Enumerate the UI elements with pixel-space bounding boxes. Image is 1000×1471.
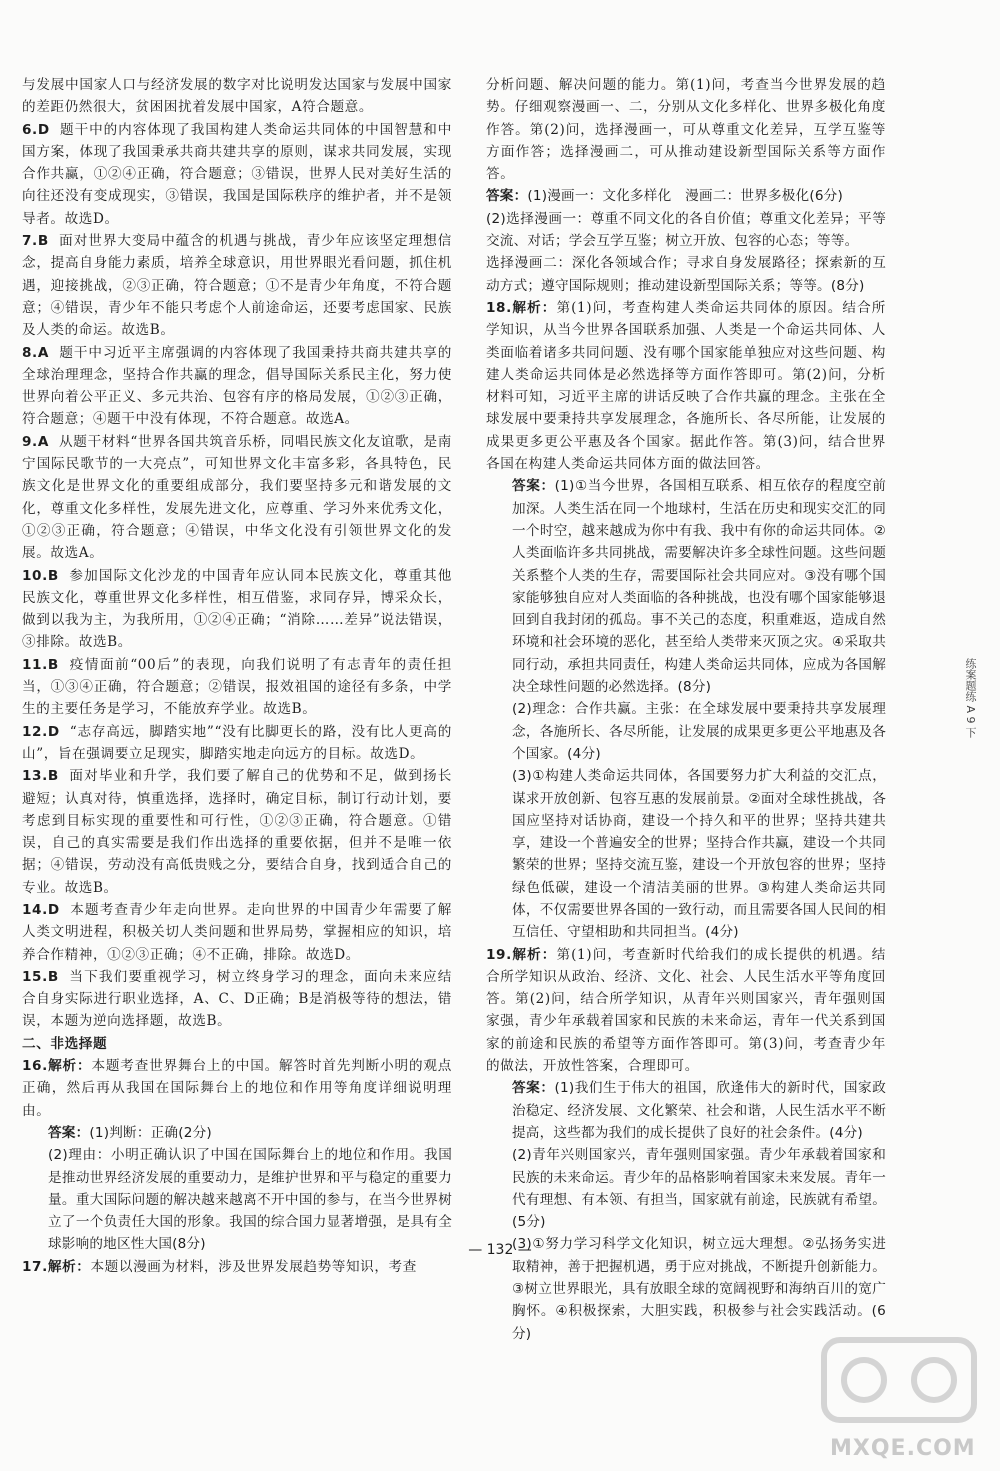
analysis-text: 第(1)问，考查构建人类命运共同体的原因。结合所学知识，从当今世界各国联系加强、人类是一个命运共同体、人类面临着诸多共同问题、没有哪个国家能单独应对这些问题、构建人类命运共同体是必然选择等方面作答即可。第(2)问，分析材料可知，习近平主席的讲话反映了合作共赢的理念。主张在全球发展中要秉持共享发展理念，各施所长、各尽所能，让发展的成果更多更公平惠及各个国家。据此作答。第(3)问，结合世界各国在构建人类命运共同体方面的做法回答。 bbox=[486, 299, 886, 473]
explanation-text: 题干中习近平主席强调的内容体现了我国秉持共商共建共享的全球治理理念，坚持合作共赢的理念，倡导国际关系民主化，努力使世界向着公平正义、多元共治、包容有序的格局发展，①②③正确，符合题意；④题干中没有体现，不符合题意。故选A。 bbox=[22, 344, 452, 428]
explanation-text: “志存高远，脚踏实地”“没有比脚更长的路，没有比人更高的山”，旨在强调要立足现实，脚踏实地走向远方的目标。故选D。 bbox=[22, 723, 452, 762]
question-number: 17. bbox=[22, 1258, 48, 1275]
intro-paragraph: 与发展中国家人口与经济发展的数字对比说明发达国家与发展中国家的差距仍然很大，贫困困扰着发展中国家，A符合题意。 bbox=[22, 77, 452, 116]
answer-part-1: (1)判断：正确(2分) bbox=[89, 1124, 212, 1141]
analysis-label: 解析： bbox=[47, 1258, 91, 1275]
question-number: 14. bbox=[22, 901, 48, 918]
question-number: 18. bbox=[486, 299, 512, 316]
answer-part-3: (3)①努力学习科学文化知识，树立远大理想。②弘扬务实进取精神，善于把握机遇，勇于应对挑战，不断提升创新能力。③树立世界眼光，具有放眼全球的宽阔视野和海纳百川的宽广胸怀。④积极探索，大胆实践，积极参与社会实践活动。(6分) bbox=[512, 1236, 886, 1342]
answer-part-3: (3)①构建人类命运共同体，各国要努力扩大利益的交汇点，谋求开放创新、包容互惠的发展前景。②面对全球性挑战，各国应坚持对话协商，建设一个持久和平的世界；坚持共建共享，建设一个普遍安全的世界；坚持合作共赢，建设一个共同繁荣的世界；坚持交流互鉴，建设一个开放包容的世界；坚持绿色低碳，建设一个清洁美丽的世界。③构建人类命运共同体，不仅需要世界各国的一致行动，而且需要各国人民间的相互信任、守望相助和共同担当。(4分) bbox=[512, 768, 886, 941]
question-number: 9. bbox=[22, 433, 38, 450]
analysis-text: 本题考查世界舞台上的中国。解答时首先判断小明的观点正确，然后再从我国在国际舞台上的地位和作用等角度详细说明理由。 bbox=[22, 1058, 452, 1119]
answer-part-2: (2)青年兴则国家兴，青年强则国家强。青少年承载着国家和民族的未来命运。青少年的品格影响着国家未来发展。青年一代有理想、有本领、有担当，国家就有前途，民族就有希望。(5分) bbox=[512, 1147, 886, 1231]
question-number: 8. bbox=[22, 344, 38, 361]
answer-part-2: (2)选择漫画一：尊重不同文化的各自价值；尊重文化差异；平等交流、对话；学会互学互鉴；树立开放、包容的心态；等等。 bbox=[486, 210, 886, 250]
choice-answer-item bbox=[22, 966, 452, 1033]
answer-label: 答案： bbox=[512, 1080, 555, 1097]
answer-letter: D bbox=[37, 121, 50, 138]
choice-answer-item bbox=[22, 230, 452, 341]
question-number: 15. bbox=[22, 968, 48, 985]
answer-letter: D bbox=[47, 901, 60, 918]
answer-letter: A bbox=[37, 344, 49, 361]
choice-answer-item bbox=[22, 765, 452, 899]
choice-answer-list bbox=[22, 119, 452, 1033]
question-number: 16. bbox=[22, 1058, 48, 1075]
answer-label: 答案： bbox=[486, 188, 528, 205]
explanation-text: 本题考查青少年走向世界。走向世界的中国青少年需要了解人类文明进程，积极关切人类问题和世界局势，掌握相应的知识，培养合作精神，①②③正确；④不正确，排除。故选D。 bbox=[22, 901, 452, 963]
answer-part-2: (2)理念：合作共赢。主张：在全球发展中要秉持共享发展理念，各施所长、各尽所能，让发展的成果更多更公平地惠及各个国家。(4分) bbox=[512, 701, 886, 762]
page-number: — 132 — bbox=[468, 1242, 532, 1258]
analysis-label: 解析： bbox=[511, 946, 557, 963]
analysis-label: 解析： bbox=[47, 1058, 92, 1075]
explanation-text: 当下我们要重视学习，树立终身学习的理念，面向未来应结合自身实际进行职业选择，A、C、D正确；B是消极等待的想法，错误，本题为逆向选择题，故选B。 bbox=[22, 968, 452, 1030]
answer-part-1: (1)漫画一：文化多样化 漫画二：世界多极化(6分) bbox=[527, 188, 843, 205]
answer-part-1: (1)①当今世界，各国相互联系、相互依存的程度空前加深。人类生活在同一个地球村，生活在历史和现实交汇的同一个时空，越来越成为你中有我、我中有你的命运共同体。②人类面临许多共同挑战，需要解决许多全球性问题。这些问题关系整个人类的生存，需要国际社会共同应对。③没有哪个国家能够独自应对人类面临的各种挑战，也没有哪个国家能够退回到自我封闭的孤岛。事不关己的态度，积重难返，造成自然环境和社会环境的恶化，甚至给人类带来灭顶之灾。④采取共同行动，承担共同责任，构建人类命运共同体，应成为各国解决全球性问题的必然选择。(8分) bbox=[512, 478, 886, 696]
left-column bbox=[22, 74, 452, 1278]
answer-label: 答案： bbox=[512, 478, 555, 495]
answer-part-3: 选择漫画二：深化各领域合作；寻求自身发展路径；探索新的互动方式；遵守国际规则；推动建设新型国际关系；等等。(8分) bbox=[486, 255, 886, 294]
answer-part-1: (1)我们生于伟大的祖国，欣逢伟大的新时代，国家政治稳定、经济发展、文化繁荣、社会和谐，人民生活水平不断提高，这些都为我们的成长提供了良好的社会条件。(4分) bbox=[512, 1080, 886, 1141]
choice-answer-item bbox=[22, 342, 452, 431]
side-label: 练案题练 A 9 下 bbox=[964, 658, 977, 739]
section-title: 二、非选择题 bbox=[22, 1035, 108, 1052]
choice-answer-item bbox=[22, 899, 452, 966]
question-number: 6. bbox=[22, 121, 38, 138]
answer-letter: B bbox=[47, 567, 59, 584]
question-number: 7. bbox=[22, 233, 38, 250]
answer-letter: B bbox=[47, 768, 59, 785]
right-column bbox=[486, 74, 886, 1345]
explanation-text: 疫情面前“00后”的表现，向我们说明了有志青年的责任担当，①③④正确，符合题意；②错误，报效祖国的途径有多条，中学生的主要任务是学习，不能放弃学业。故选B。 bbox=[22, 656, 452, 718]
answer-letter: B bbox=[37, 233, 49, 250]
answer-letter: B bbox=[47, 656, 59, 673]
question-number: 19. bbox=[486, 946, 512, 963]
explanation-text: 参加国际文化沙龙的中国青年应认同本民族文化，尊重其他民族文化，尊重世界文化多样性，相互借鉴，求同存异，博采众长，做到以我为主，为我所用，①②④正确；“消除……差异”说法错误，③排除。故选B。 bbox=[22, 567, 452, 651]
question-number: 13. bbox=[22, 768, 48, 785]
choice-answer-item bbox=[22, 119, 452, 230]
answer-part-2: (2)理由：小明正确认识了中国在国际舞台上的地位和作用。我国是推动世界经济发展的重要动力，是维护世界和平与稳定的重要力量。重大国际问题的解决越来越离不开中国的参与，在当今世界树立了一个负责任大国的形象。我国的综合国力显著增强，是具有全球影响的地区性大国(8分) bbox=[48, 1147, 452, 1253]
watermark-text: MXQE.COM bbox=[830, 1436, 976, 1461]
answer-letter: A bbox=[37, 433, 49, 450]
analysis-label: 解析： bbox=[511, 299, 557, 316]
analysis-text: 第(1)问，考查新时代给我们的成长提供的机遇。结合所学知识从政治、经济、文化、社会、人民生活水平等角度回答。第(2)问，结合所学知识，从青年兴则国家兴，青年强则国家强，青少年承载着国家和民族的未来命运，青年一代关系到国家的前途和民族的希望等方面作答即可。第(3)问，考查青少年的做法，开放性答案，合理即可。 bbox=[486, 946, 886, 1075]
explanation-text: 面对世界大变局中蕴含的机遇与挑战，青少年应该坚定理想信念，提高自身能力素质，培养全球意识，用世界眼光看问题，抓住机遇，迎接挑战，②③正确，符合题意；①不是青少年角度，不符合题意；④错误，青少年不能只考虑个人前途命运，还要考虑国家、民族及人类的命运。故选B。 bbox=[22, 233, 452, 339]
choice-answer-item bbox=[22, 654, 452, 721]
answer-label: 答案： bbox=[48, 1124, 90, 1141]
explanation-text: 题干中的内容体现了我国构建人类命运共同体的中国智慧和中国方案，体现了我国秉承共商共建共享的原则，谋求共同发展，实现合作共赢，①②④正确，符合题意；③错误，世界人民对美好生活的向往还没有变成现实，③错误，我国是国际秩序的维护者，并不是领导者。故选D。 bbox=[22, 121, 452, 227]
choice-answer-item bbox=[22, 565, 452, 654]
analysis-text: 本题以漫画为材料，涉及世界发展趋势等知识，考查 bbox=[90, 1258, 417, 1275]
question-number: 11. bbox=[22, 656, 48, 673]
question-16 bbox=[22, 1055, 452, 1256]
question-18 bbox=[486, 297, 886, 944]
question-17-start bbox=[22, 1256, 452, 1278]
question-number: 12. bbox=[22, 723, 48, 740]
explanation-text: 面对毕业和升学，我们要了解自己的优势和不足，做到扬长避短；认真对待，慎重选择，选择时，确定目标，制订行动计划，要考虑到目标实现的重要性和可行性，①②③正确，符合题意。①错误，自己的真实需要是我们作出选择的重要依据，但并不是唯一依据；④错误，劳动没有高低贵贱之分，要结合自身，找到适合自己的专业。故选B。 bbox=[22, 768, 452, 896]
question-17-continued: 分析问题、解决问题的能力。第(1)问，考查当今世界发展的趋势。仔细观察漫画一、二，分别从文化多样化、世界多极化角度作答。第(2)问，选择漫画一，可从尊重文化差异，互学互鉴等方面作答；选择漫画二，可从推动建设新型国际关系等方面作答。 bbox=[486, 77, 886, 183]
question-number: 10. bbox=[22, 567, 48, 584]
question-19 bbox=[486, 944, 886, 1345]
choice-answer-item bbox=[22, 431, 452, 565]
answer-letter: D bbox=[47, 723, 60, 740]
choice-answer-item bbox=[22, 721, 452, 766]
explanation-text: 从题干材料“世界各国共筑音乐桥，同唱民族文化友谊歌，是南宁国际民歌节的一大亮点”，可知世界文化丰富多彩，各具特色，民族文化是世界文化的重要组成部分，我们要坚持多元和谐发展的文化，尊重文化多样性，发展先进文化，应尊重、学习外来优秀文化，①②③正确，符合题意；④错误，中华文化没有引领世界文化的发展。故选A。 bbox=[22, 433, 452, 562]
answer-letter: B bbox=[47, 968, 59, 985]
